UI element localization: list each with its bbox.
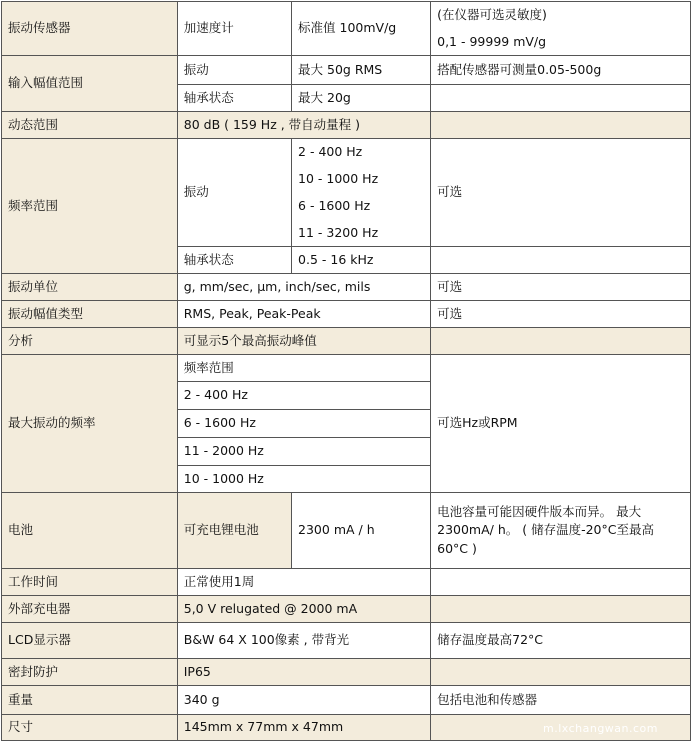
- row-dynamic-range: [2, 112, 691, 139]
- amp-type-note: 可选: [431, 301, 691, 328]
- battery-label: 电池: [2, 493, 178, 569]
- row-freq-range-1: [2, 139, 691, 166]
- input-range-bearing-note: [431, 85, 691, 112]
- amp-type-value: RMS, Peak, Peak-Peak: [177, 301, 430, 328]
- row-weight: [2, 686, 691, 715]
- sensor-label: 振动传感器: [2, 2, 178, 56]
- sensor-optional: [431, 2, 691, 56]
- sensor-standard: 标准值 100mV/g: [292, 2, 431, 56]
- amp-type-label: 振动幅值类型: [2, 301, 178, 328]
- max-vib-freq-header: 频率范围: [177, 355, 430, 382]
- sensor-optional-line2: 0,1 - 99999 mV/g: [437, 33, 547, 49]
- size-value: 145mm x 77mm x 47mm: [177, 715, 430, 741]
- battery-type: 可充电锂电池: [177, 493, 291, 569]
- max-vib-freq-value: 11 - 2000 Hz: [177, 438, 430, 466]
- dynamic-range-label: 动态范围: [2, 112, 178, 139]
- freq-range-bearing-value: 0.5 - 16 kHz: [292, 247, 431, 274]
- watermark-text: m.lxchangwan.com: [543, 722, 658, 735]
- freq-range-vib-value: 6 - 1600 Hz: [292, 193, 431, 220]
- freq-range-vib-value: 2 - 400 Hz: [292, 139, 431, 166]
- max-vib-freq-label: 最大振动的频率: [2, 355, 178, 493]
- analysis-note: [431, 328, 691, 355]
- weight-value: 340 g: [177, 686, 430, 715]
- row-amp-type: [2, 301, 691, 328]
- lcd-label: LCD显示器: [2, 623, 178, 659]
- dynamic-range-note: [431, 112, 691, 139]
- charger-value: 5,0 V relugated @ 2000 mA: [177, 596, 430, 623]
- analysis-value: 可显示5个最高振动峰值: [177, 328, 430, 355]
- row-vib-units: [2, 274, 691, 301]
- row-sensor: [2, 2, 691, 56]
- freq-range-vib-value: 10 - 1000 Hz: [292, 166, 431, 193]
- sealing-label: 密封防护: [2, 659, 178, 686]
- input-range-vib-value: 最大 50g RMS: [292, 56, 431, 85]
- analysis-label: 分析: [2, 328, 178, 355]
- input-range-bearing-label: 轴承状态: [177, 85, 291, 112]
- work-time-value: 正常使用1周: [177, 569, 430, 596]
- freq-range-vib-value: 11 - 3200 Hz: [292, 220, 431, 247]
- input-range-vib-label: 振动: [177, 56, 291, 85]
- lcd-note: 储存温度最高72°C: [431, 623, 691, 659]
- row-max-vib-freq-header: [2, 355, 691, 382]
- freq-range-vib-label: 振动: [177, 139, 291, 247]
- battery-note: [431, 493, 691, 569]
- charger-label: 外部充电器: [2, 596, 178, 623]
- sealing-value: IP65: [177, 659, 430, 686]
- vib-units-value: g, mm/sec, μm, inch/sec, mils: [177, 274, 430, 301]
- max-vib-freq-value: 6 - 1600 Hz: [177, 410, 430, 438]
- row-input-range-vib: [2, 56, 691, 85]
- work-time-note: [431, 569, 691, 596]
- battery-note-line2: 2300mA/ h。 ( 储存温度-20°C至最高: [437, 522, 654, 538]
- freq-range-label: 频率范围: [2, 139, 178, 274]
- row-sealing: [2, 659, 691, 686]
- dynamic-range-value: 80 dB ( 159 Hz , 带自动量程 ): [177, 112, 430, 139]
- max-vib-freq-note: 可选Hz或RPM: [431, 355, 691, 493]
- work-time-label: 工作时间: [2, 569, 178, 596]
- size-label: 尺寸: [2, 715, 178, 741]
- vib-units-note: 可选: [431, 274, 691, 301]
- freq-range-bearing-note: [431, 247, 691, 274]
- vib-units-label: 振动单位: [2, 274, 178, 301]
- max-vib-freq-value: 10 - 1000 Hz: [177, 466, 430, 493]
- sensor-optional-line1: (在仪器可选灵敏度): [437, 7, 547, 23]
- input-range-label: 输入幅值范围: [2, 56, 178, 112]
- input-range-vib-note: 搭配传感器可测量0.05-500g: [431, 56, 691, 85]
- freq-range-vib-note: 可选: [431, 139, 691, 247]
- row-battery: [2, 493, 691, 569]
- max-vib-freq-value: 2 - 400 Hz: [177, 382, 430, 410]
- battery-note-line1: 电池容量可能因硬件版本而异。 最大: [437, 504, 642, 520]
- row-work-time: [2, 569, 691, 596]
- row-lcd: [2, 623, 691, 659]
- spec-table: [1, 1, 691, 741]
- lcd-value: B&W 64 X 100像素 , 带背光: [177, 623, 430, 659]
- freq-range-bearing-label: 轴承状态: [177, 247, 291, 274]
- battery-note-line3: 60°C ): [437, 540, 477, 556]
- sealing-note: [431, 659, 691, 686]
- input-range-bearing-value: 最大 20g: [292, 85, 431, 112]
- weight-note: 包括电池和传感器: [431, 686, 691, 715]
- charger-note: [431, 596, 691, 623]
- sensor-type: 加速度计: [177, 2, 291, 56]
- row-analysis: [2, 328, 691, 355]
- weight-label: 重量: [2, 686, 178, 715]
- battery-capacity: 2300 mA / h: [292, 493, 431, 569]
- row-charger: [2, 596, 691, 623]
